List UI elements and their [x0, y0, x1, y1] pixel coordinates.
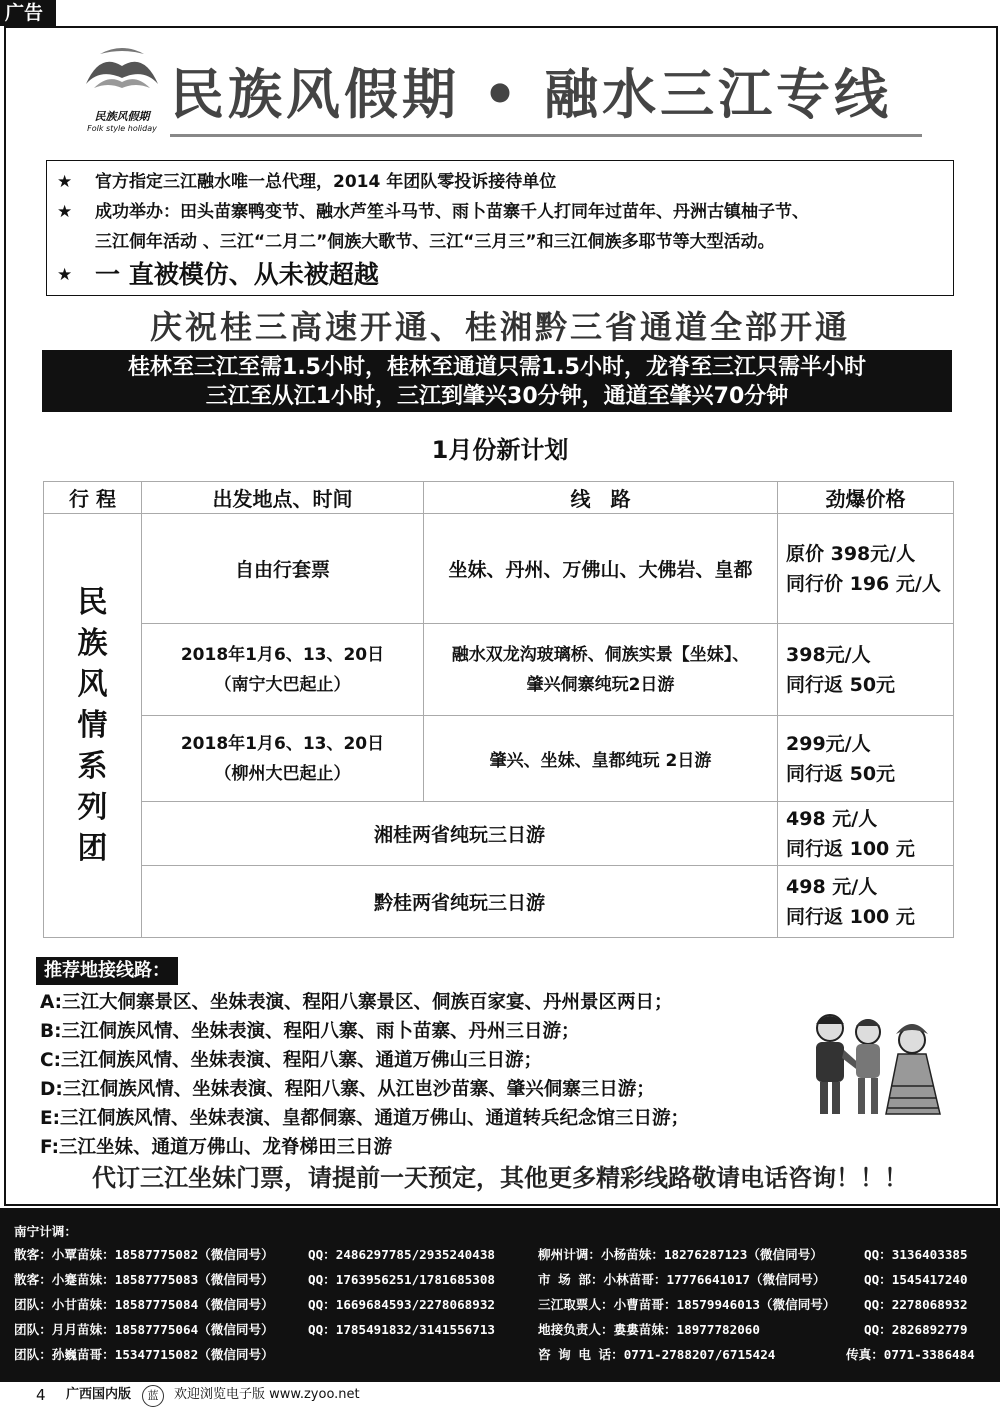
price-agent: 同行返 50元 [786, 673, 896, 696]
contact-role: 地接负责人：婁婁苗妹： [538, 1322, 677, 1337]
contact-phone: 17776641017（微信同号） [666, 1272, 826, 1287]
contact-qq: QQ：1545417240 [864, 1272, 968, 1287]
departure-date: 2018年1月6、13、20日 [180, 733, 385, 754]
page-title: 民族风假期 • 融水三江专线 [170, 62, 893, 126]
price-original: 498 元/人 [786, 807, 878, 830]
contact-role: 团队：孙巍苗哥： [14, 1347, 115, 1362]
series-char: 族 [77, 626, 108, 661]
contact-qq: QQ：2486297785/2935240438 [308, 1247, 495, 1262]
ticket-notice: 代订三江坐妹门票，请提前一天预定，其他更多精彩线路敬请电话咨询！！！ [92, 1164, 908, 1192]
list-item: C:三江侗族风情、坐妹表演、程阳八寨、通道万佛山三日游； [40, 1050, 542, 1071]
price-original: 498 元/人 [786, 875, 878, 898]
brand-logo [80, 44, 164, 133]
list-item: E:三江侗族风情、坐妹表演、皇都侗寨、通道万佛山、通道转兵纪念馆三日游； [40, 1108, 690, 1129]
header-itinerary: 行 程 [44, 482, 142, 514]
travel-time-line: 三江至从江1小时，三江到肇兴30分钟，通道至肇兴70分钟 [205, 384, 789, 409]
contact-phone: 18276287123（微信同号） [663, 1247, 823, 1262]
price-cell [778, 802, 954, 866]
contact-row [538, 1294, 836, 1313]
departure-place: （南宁大巴起止） [214, 674, 351, 695]
series-char: 民 [77, 585, 108, 620]
feature-text: 成功举办：田头苗寨鸭变节、融水芦笙斗马节、雨卜苗寨千人打同年过苗年、丹洲古镇柚子节、 [95, 202, 809, 222]
contact-qq: QQ：3136403385 [864, 1247, 968, 1262]
table-row [44, 866, 954, 938]
price-cell [778, 514, 954, 624]
departure-cell: 自由行套票 [142, 514, 424, 624]
ethnic-people-illustration-icon [790, 1010, 952, 1120]
series-char: 系 [77, 749, 108, 784]
contact-phone: 18587775082（微信同号） [114, 1247, 274, 1262]
schedule-table [43, 481, 954, 938]
ad-tag: 广告 [0, 0, 56, 26]
contact-panel [0, 1208, 1000, 1382]
departure-place: （柳州大巴起止） [214, 763, 351, 784]
contact-qq: QQ：1785491832/3141556713 [308, 1322, 495, 1337]
list-item: B:三江侗族风情、坐妹表演、程阳八寨、雨卜苗寨、丹州三日游； [40, 1021, 580, 1042]
contact-phone: 18587775084（微信同号） [114, 1297, 274, 1312]
features-box [46, 160, 954, 296]
price-agent: 同行返 100 元 [786, 905, 915, 928]
contact-role: 团队：月月苗妹： [14, 1322, 115, 1337]
route-cell: 湘桂两省纯玩三日游 [142, 802, 778, 866]
price-original: 398元/人 [786, 643, 871, 666]
table-row [44, 802, 954, 866]
feature-text: 三江侗年活动 、三江“二月二”侗族大歌节、三江“三月三”和三江侗族多耶节等大型活动。 [95, 232, 775, 252]
price-cell [778, 624, 954, 716]
price-original: 299元/人 [786, 732, 871, 755]
table-row [44, 514, 954, 624]
header [80, 40, 922, 138]
contact-role: 团队：小甘苗妹： [14, 1297, 115, 1312]
contact-role: 市 场 部：小林苗哥： [538, 1272, 667, 1287]
travel-time-band [42, 350, 952, 412]
departure-cell [142, 624, 424, 716]
list-item: F:三江坐妹、通道万佛山、龙脊梯田三日游 [40, 1137, 393, 1158]
route-cell: 坐妹、丹州、万佛山、大佛岩、皇都 [424, 514, 778, 624]
series-name-cell [44, 514, 142, 938]
table-row [44, 716, 954, 802]
contact-qq: QQ：2826892779 [864, 1322, 968, 1337]
header-price: 劲爆价格 [778, 482, 954, 514]
feature-text: 官方指定三江融水唯一总代理，2014 年团队零投诉接待单位 [95, 172, 557, 192]
contact-row [538, 1319, 760, 1338]
contact-row [14, 1319, 274, 1338]
edition-label: 广西国内版 [66, 1387, 132, 1402]
feature-item [57, 197, 943, 227]
feature-item-continued [57, 227, 943, 257]
contact-row [538, 1344, 775, 1363]
contact-phone: 18977782060 [676, 1322, 760, 1337]
table-header-row [44, 482, 954, 514]
contact-row [14, 1244, 274, 1263]
contact-row [14, 1294, 274, 1313]
price-agent: 同行价 196 元/人 [786, 572, 941, 595]
feature-item [57, 257, 943, 293]
contact-row [14, 1269, 274, 1288]
series-char: 风 [77, 667, 108, 702]
edition-badge-icon: 蓝 [142, 1385, 164, 1407]
plan-title: 1月份新计划 [431, 436, 569, 464]
contact-role: 咨 询 电 话： [538, 1347, 624, 1362]
star-icon: ★ [57, 265, 73, 285]
contact-role: 三江取票人：小曹苗哥： [538, 1297, 677, 1312]
recommend-list [40, 988, 689, 1162]
website-link[interactable]: 欢迎浏览电子版 www.zyoo.net [174, 1387, 360, 1402]
feature-item [57, 167, 943, 197]
star-icon: ★ [57, 202, 73, 222]
series-char: 团 [77, 831, 108, 866]
route-line: 融水双龙沟玻璃桥、侗族实景【坐妹】、 [451, 644, 750, 665]
route-cell [424, 624, 778, 716]
contact-role: 散客：小蹇苗妹： [14, 1272, 115, 1287]
contact-phone: 0771-2788207/6715424 [623, 1347, 776, 1362]
departure-cell [142, 716, 424, 802]
contact-phone: 15347715082（微信同号） [114, 1347, 274, 1362]
header-route: 线 路 [424, 482, 778, 514]
series-char: 列 [77, 790, 108, 825]
table-row [44, 624, 954, 716]
departure-date: 2018年1月6、13、20日 [180, 644, 385, 665]
feature-slogan: 一 直被模仿、从未被超越 [95, 260, 379, 289]
contact-qq: QQ：1669684593/2278068932 [308, 1297, 495, 1312]
contact-role: 柳州计调：小杨苗妹： [538, 1247, 664, 1262]
route-cell: 肇兴、坐妹、皇都纯玩 2日游 [424, 716, 778, 802]
recommend-tag: 推荐地接线路： [36, 957, 178, 985]
footer [0, 1382, 1000, 1408]
price-cell [778, 866, 954, 938]
page-number: 4 [36, 1386, 46, 1404]
contact-phone: 18579946013（微信同号） [676, 1297, 836, 1312]
contact-row [14, 1344, 274, 1363]
list-item: A:三江大侗寨景区、坐妹表演、程阳八寨景区、侗族百家宴、丹州景区两日； [40, 992, 673, 1013]
route-line: 肇兴侗寨纯玩2日游 [526, 674, 675, 695]
price-agent: 同行返 50元 [786, 762, 896, 785]
header-divider [170, 134, 922, 137]
price-original: 原价 398元/人 [786, 542, 916, 565]
brand-logo-icon [80, 44, 164, 104]
logo-en-text: Folk style holiday [87, 124, 157, 133]
contact-qq: QQ：1763956251/1781685308 [308, 1272, 495, 1287]
contact-fax: 传真：0771-3386484 [846, 1347, 975, 1362]
series-char: 情 [77, 708, 108, 743]
celebrate-heading: 庆祝桂三高速开通、桂湘黔三省通道全部开通 [149, 308, 850, 346]
route-cell: 黔桂两省纯玩三日游 [142, 866, 778, 938]
star-icon: ★ [57, 172, 73, 192]
price-agent: 同行返 100 元 [786, 837, 915, 860]
header-departure: 出发地点、时间 [142, 482, 424, 514]
contact-phone: 18587775064（微信同号） [114, 1322, 274, 1337]
contact-qq: QQ：2278068932 [864, 1297, 968, 1312]
contact-row [538, 1269, 825, 1288]
contact-row [538, 1244, 823, 1263]
contact-role: 散客：小覃苗妹： [14, 1247, 115, 1262]
logo-cn-text: 民族风假期 [94, 110, 150, 123]
contact-phone: 18587775083（微信同号） [114, 1272, 274, 1287]
travel-time-line: 桂林至三江至需1.5小时，桂林至通道只需1.5小时，龙脊至三江只需半小时 [128, 355, 866, 380]
contact-label: 南宁计调： [14, 1224, 77, 1239]
price-cell [778, 716, 954, 802]
list-item: D:三江侗族风情、坐妹表演、程阳八寨、从江岜沙苗寨、肇兴侗寨三日游； [40, 1079, 655, 1100]
